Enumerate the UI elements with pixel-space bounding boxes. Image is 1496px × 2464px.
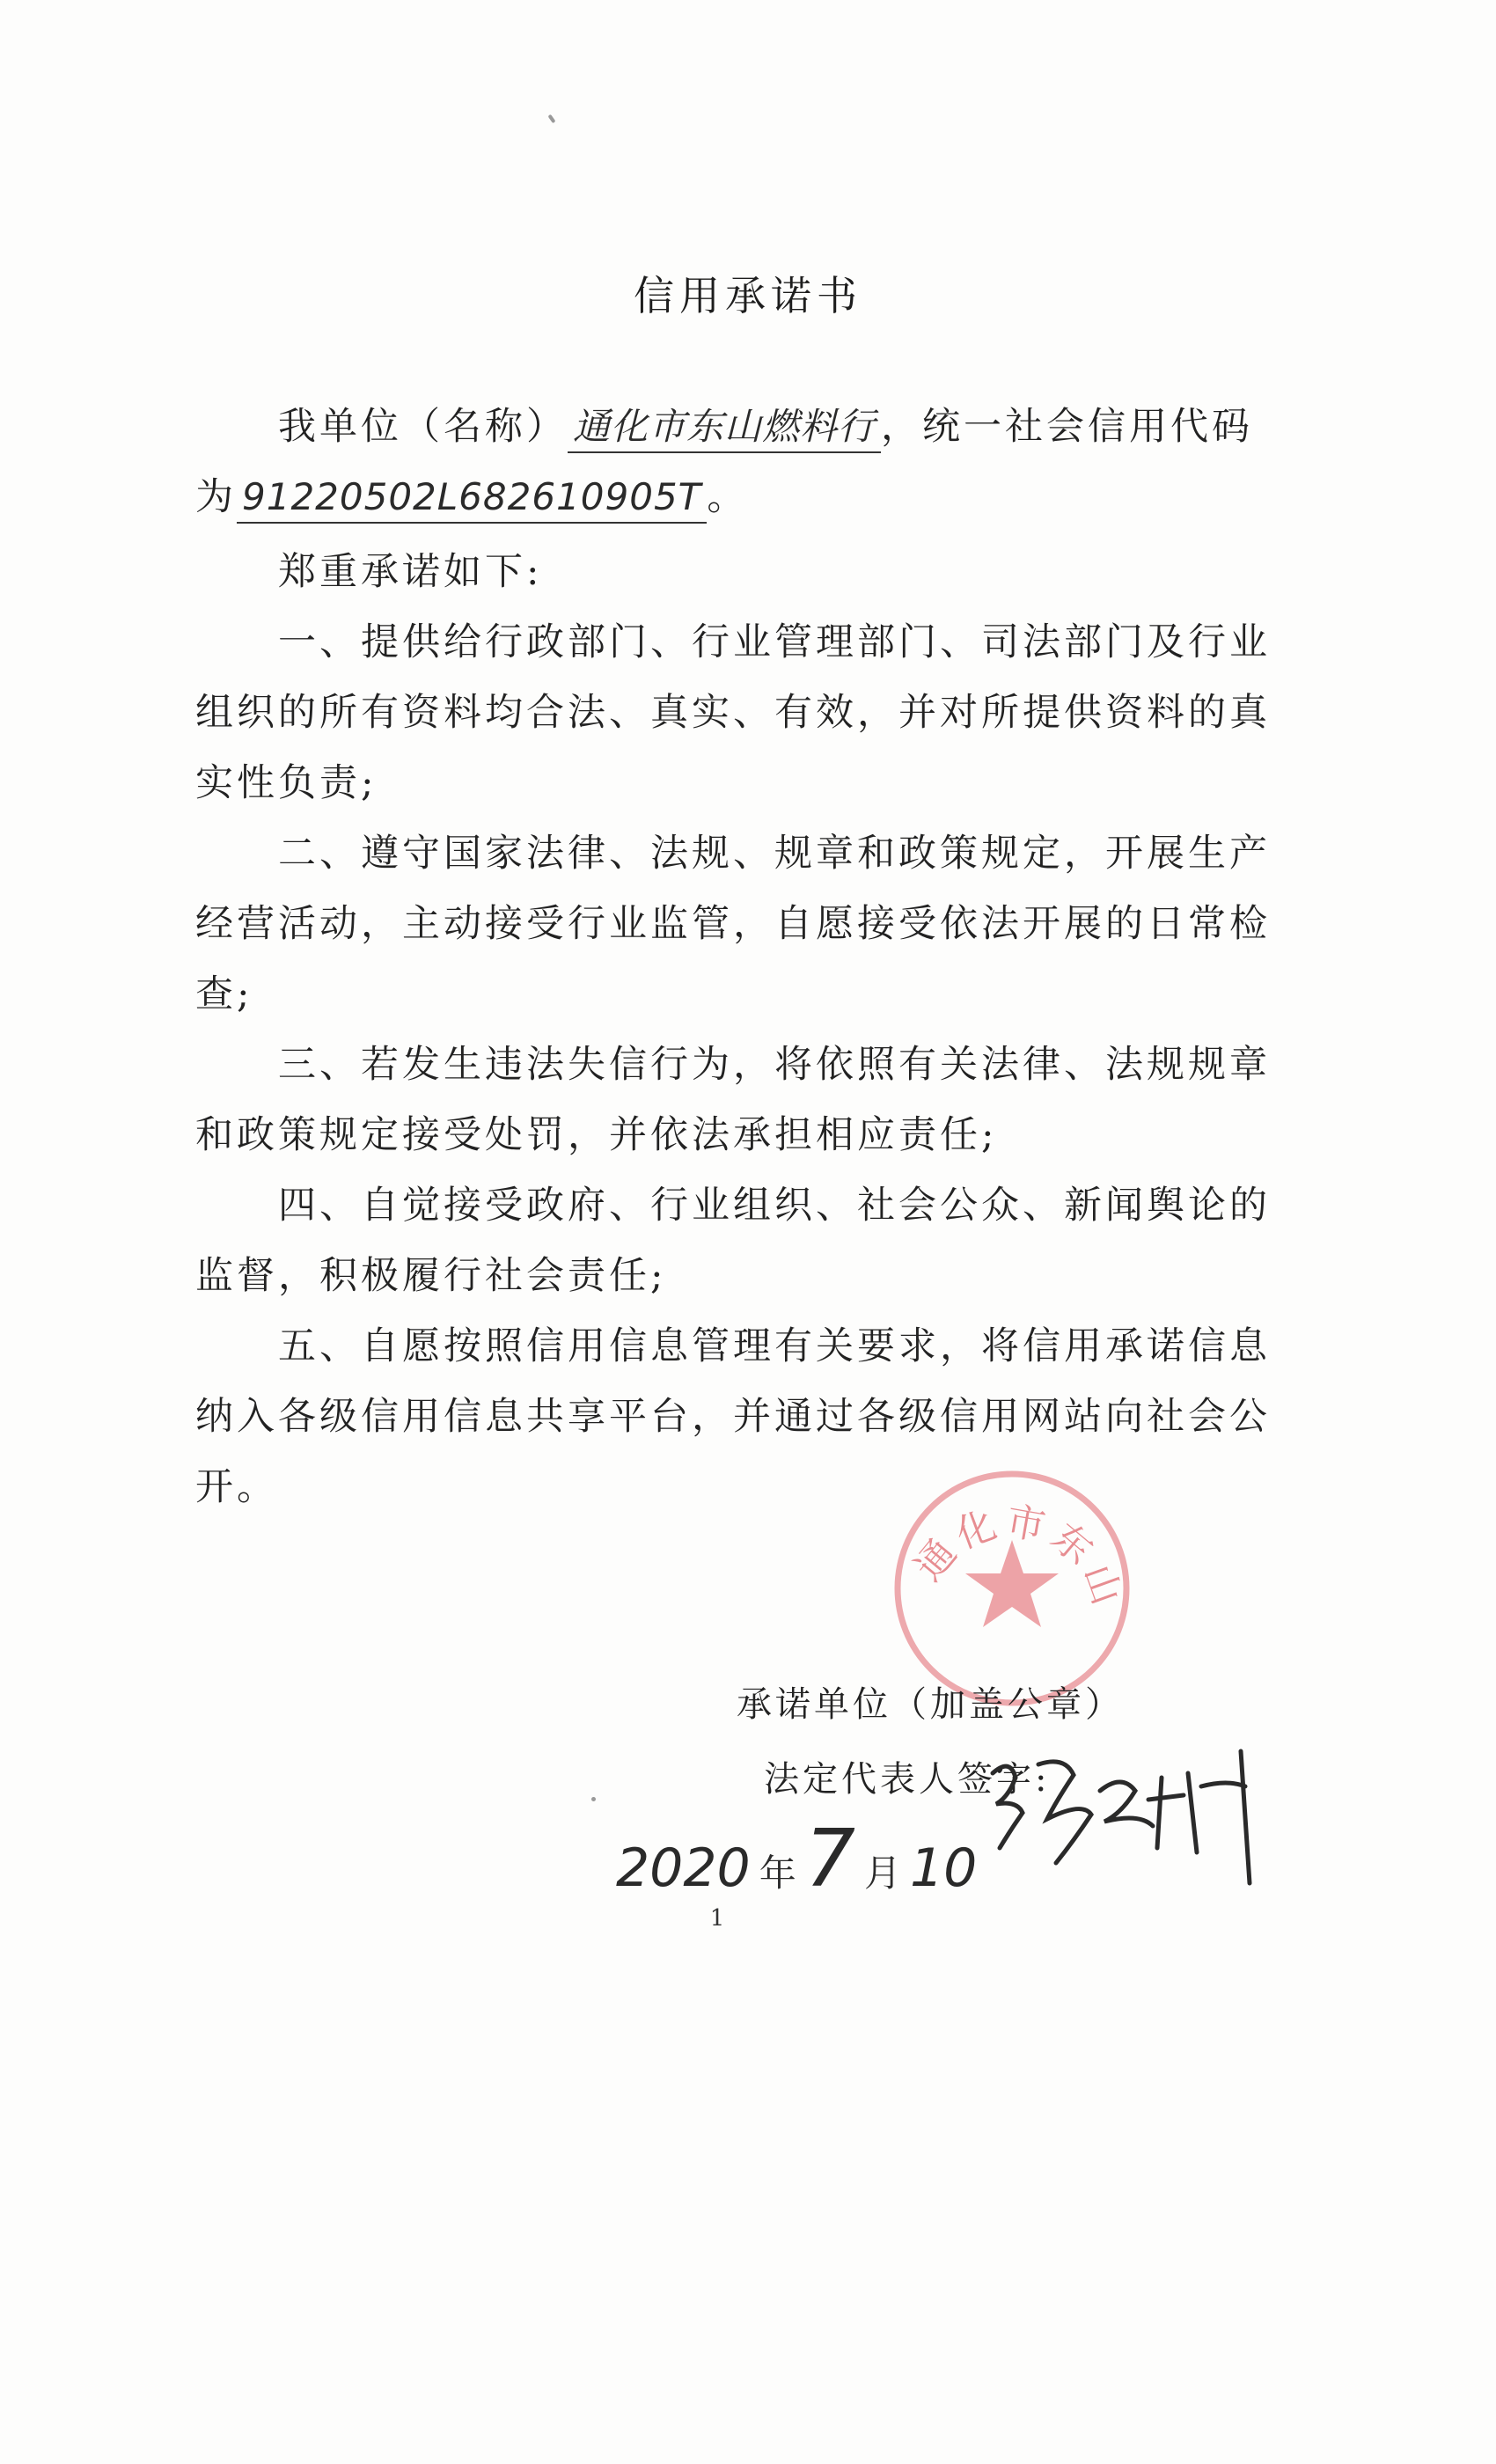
handwritten-signature — [986, 1738, 1285, 1896]
legal-representative-label: 法定代表人签字: — [764, 1759, 1051, 1800]
date-year-unit: 年 — [759, 1852, 796, 1895]
scan-speck — [591, 1797, 596, 1801]
official-seal-stamp — [880, 1443, 1144, 1707]
date-year: 2020 — [616, 1837, 751, 1899]
paragraph-line: 一、提供给行政部门、行业管理部门、司法部门及行业 — [278, 620, 1271, 664]
commitment-unit-label: 承诺单位（加盖公章） — [737, 1684, 1124, 1725]
paragraph-line: 经营活动，主动接受行业监管，自愿接受依法开展的日常检 — [195, 902, 1271, 946]
paragraph-line: 开。 — [195, 1465, 278, 1509]
paragraph-line: 实性负责; — [195, 761, 378, 805]
paragraph-line: 查; — [195, 972, 253, 1016]
stamp-star-icon — [965, 1540, 1059, 1627]
paragraph-line: 五、自愿按照信用信息管理有关要求，将信用承诺信息 — [278, 1324, 1271, 1368]
code-suffix: 。 — [707, 475, 749, 519]
credit-code-field: 91220502L682610905T — [237, 474, 707, 524]
paragraph-line: 组织的所有资料均合法、真实、有效，并对所提供资料的真 — [195, 691, 1271, 735]
intro-suffix: ，统一社会信用代码 — [881, 405, 1254, 449]
credit-code-line — [195, 471, 1251, 524]
page-number: 1 — [709, 1905, 725, 1932]
paragraph-line: 三、若发生违法失信行为，将依照有关法律、法规规章 — [278, 1043, 1271, 1087]
pledge-heading: 郑重承诺如下: — [278, 550, 543, 594]
stamp-text: 通化市东山 — [906, 1499, 1132, 1616]
scan-speck — [547, 114, 555, 123]
paragraph-line: 纳入各级信用信息共享平台，并通过各级信用网站向社会公 — [195, 1395, 1271, 1439]
paragraph-line: 四、自觉接受政府、行业组织、社会公众、新闻舆论的 — [278, 1184, 1271, 1228]
signature-date — [616, 1813, 977, 1905]
code-prefix: 为 — [195, 475, 237, 519]
paragraph-line: 监督，积极履行社会责任; — [195, 1254, 667, 1298]
date-month-unit: 月 — [863, 1852, 901, 1895]
date-day: 10 — [910, 1837, 978, 1899]
paragraph-line: 和政策规定接受处罚，并依法承担相应责任; — [195, 1113, 998, 1157]
date-month: 7 — [804, 1813, 855, 1905]
intro-prefix: 我单位（名称） — [278, 405, 568, 449]
unit-name-field: 通化市东山燃料行 — [568, 404, 881, 453]
intro-line — [278, 400, 1334, 453]
document-title: 信用承诺书 — [634, 272, 862, 319]
paragraph-line: 二、遵守国家法律、法规、规章和政策规定，开展生产 — [278, 832, 1271, 876]
